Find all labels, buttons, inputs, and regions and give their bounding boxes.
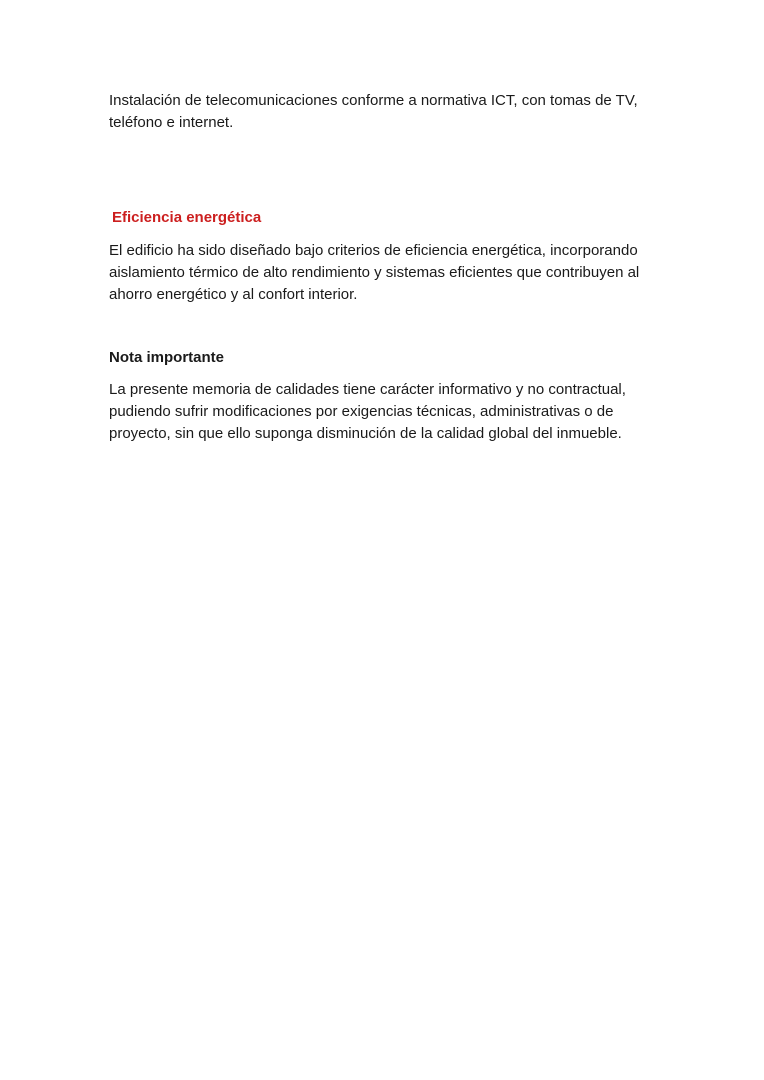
efficiency-paragraph: El edificio ha sido diseñado bajo criterios de eficiencia energética, incorporando aislamiento térmico de alto rendimiento y sistemas eficientes que contribuyen al ahorro energético y al confort interior. (109, 242, 640, 303)
telecom-paragraph: Instalación de telecomunicaciones conforme a normativa ICT, con tomas de TV, teléfono e internet. (109, 92, 638, 131)
efficiency-heading: Eficiencia energética (112, 209, 262, 226)
note-paragraph: La presente memoria de calidades tiene carácter informativo y no contractual, pudiendo sufrir modificaciones por exigencias técnicas, administrativas o de proyecto, sin que ello suponga disminución de la calidad global del inmueble. (109, 381, 626, 442)
note-heading: Nota importante (109, 349, 225, 366)
